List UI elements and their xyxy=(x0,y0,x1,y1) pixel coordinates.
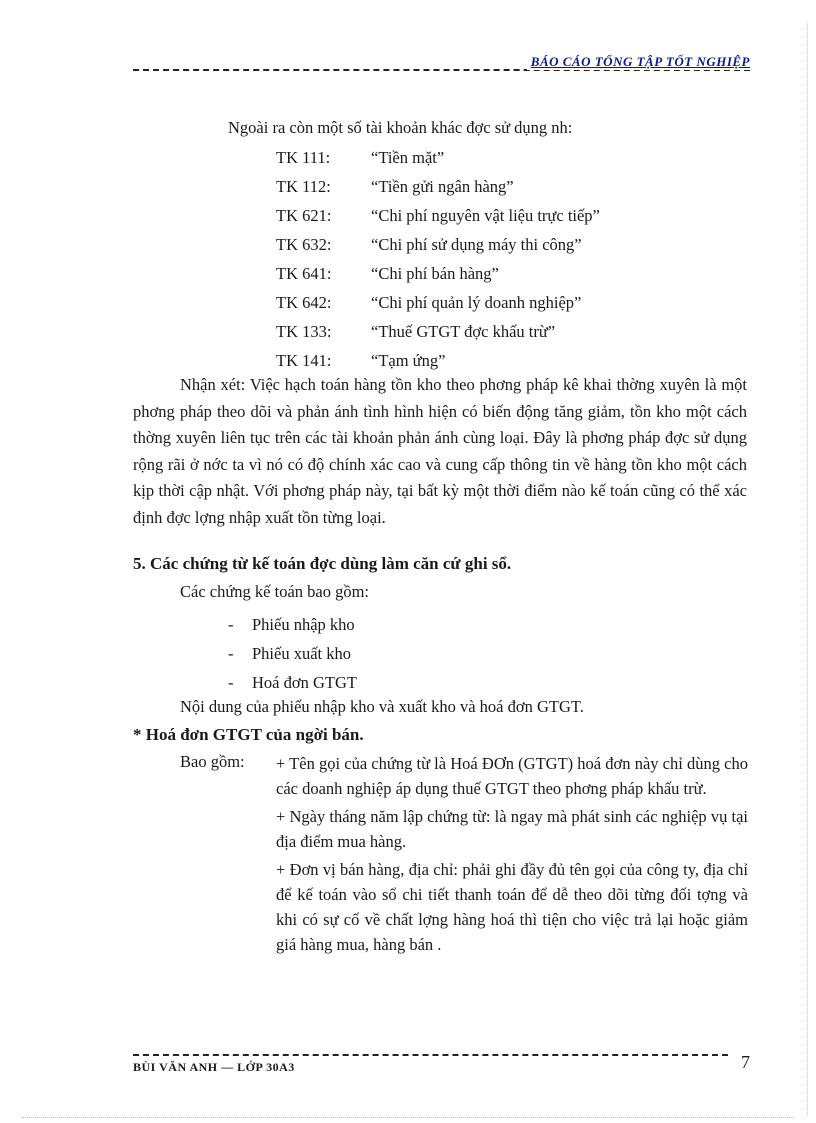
invoice-items xyxy=(276,751,748,960)
dash-bullet-icon: - xyxy=(228,644,234,663)
account-name: “Tiền mặt” xyxy=(371,148,445,167)
content-line: Nội dung của phiếu nhập kho và xuất kho và hoá đơn GTGT. xyxy=(180,697,584,716)
account-name: “Tiền gửi ngân hàng” xyxy=(371,177,514,196)
list-item-text: Phiếu xuất kho xyxy=(252,644,351,663)
accounts-intro: Ngoài ra còn một số tài khoản khác đợc sử dụng nh: xyxy=(228,118,573,137)
dash-bullet-icon: - xyxy=(228,615,234,634)
invoice-heading: * Hoá đơn GTGT của ngời bán. xyxy=(133,725,364,744)
footer-author: BÙI VĂN ANH — LỚP 30A3 xyxy=(133,1060,295,1074)
dash-bullet-icon: - xyxy=(228,673,234,692)
account-code: TK 632: xyxy=(276,235,332,254)
account-name: “Tạm ứng” xyxy=(371,351,446,370)
invoice-item: + Đơn vị bán hàng, địa chỉ: phải ghi đầy đủ tên gọi của công ty, địa chỉ để kế toán vào sổ chi tiết thanh toán để dễ theo dõi từng đối tợng và khi có sự cố về chất lợng hàng hoá thì tiện cho việc trả lại hoặc giảm giá hàng mua, hàng bán . xyxy=(276,860,748,954)
account-name: “Chi phí quản lý doanh nghiệp” xyxy=(371,293,582,312)
account-code: TK 642: xyxy=(276,293,332,312)
account-name: “Thuế GTGT đợc khấu trừ” xyxy=(371,322,556,341)
account-row xyxy=(276,172,600,201)
section-5-heading: 5. Các chứng từ kế toán đợc dùng làm căn cứ ghi sổ. xyxy=(133,554,512,573)
account-name: “Chi phí bán hàng” xyxy=(371,264,499,283)
account-code: TK 133: xyxy=(276,322,332,341)
account-code: TK 111: xyxy=(276,148,331,167)
list-item-text: Phiếu nhập kho xyxy=(252,615,355,634)
documents-list xyxy=(228,610,357,697)
account-name: “Chi phí sử dụng máy thi công” xyxy=(371,235,582,254)
right-dotted-border xyxy=(807,22,808,1115)
account-name: “Chi phí nguyên vật liệu trực tiếp” xyxy=(371,206,600,225)
header-title: BÁO CÁO TỔNG TẬP TỐT NGHIỆP xyxy=(527,54,750,70)
account-row xyxy=(276,288,600,317)
bottom-dotted-border xyxy=(22,1117,794,1118)
invoice-item: + Tên gọi của chứng từ là Hoá ĐƠn (GTGT) hoá đơn này chỉ dùng cho các doanh nghiệp áp dụng thuế GTGT theo phơng pháp khấu trừ. xyxy=(276,754,748,798)
footer-dashed-rule xyxy=(133,1054,728,1056)
list-item xyxy=(228,610,357,639)
invoice-item: + Ngày tháng năm lập chứng từ: là ngay mà phát sinh các nghiệp vụ tại địa điểm mua hàng. xyxy=(276,807,748,851)
account-row xyxy=(276,259,600,288)
account-list xyxy=(276,143,600,375)
account-row xyxy=(276,143,600,172)
account-code: TK 621: xyxy=(276,206,332,225)
account-code: TK 112: xyxy=(276,177,331,196)
includes-label: Bao gồm: xyxy=(180,752,245,771)
account-row xyxy=(276,317,600,346)
page-number: 7 xyxy=(741,1052,750,1072)
remark-paragraph: Nhận xét: Việc hạch toán hàng tồn kho theo phơng pháp kê khai thờng xuyên là một phơng pháp theo dõi và phản ánh tình hình hiện có biến động tăng giảm, tồn kho một cách thờng xuyên liên tục trên các tài khoản phản ánh cùng loại. Đây là phơng pháp đợc sử dụng rộng rãi ở nớc ta vì nó có độ chính xác cao và cung cấp thông tin về hàng tồn kho một cách kịp thời cập nhật. Với phơng pháp này, tại bất kỳ một thời điểm nào kế toán cũng có thể xác định đợc lợng nhập xuất tồn từng loại. xyxy=(133,375,747,527)
account-code: TK 141: xyxy=(276,351,332,370)
list-item-text: Hoá đơn GTGT xyxy=(252,673,357,692)
account-row xyxy=(276,230,600,259)
documents-intro: Các chứng kế toán bao gồm: xyxy=(180,582,370,601)
list-item xyxy=(228,639,357,668)
account-code: TK 641: xyxy=(276,264,332,283)
page-header xyxy=(133,54,750,78)
account-row xyxy=(276,346,600,375)
page-footer xyxy=(133,1048,750,1078)
list-item xyxy=(228,668,357,697)
account-row xyxy=(276,201,600,230)
